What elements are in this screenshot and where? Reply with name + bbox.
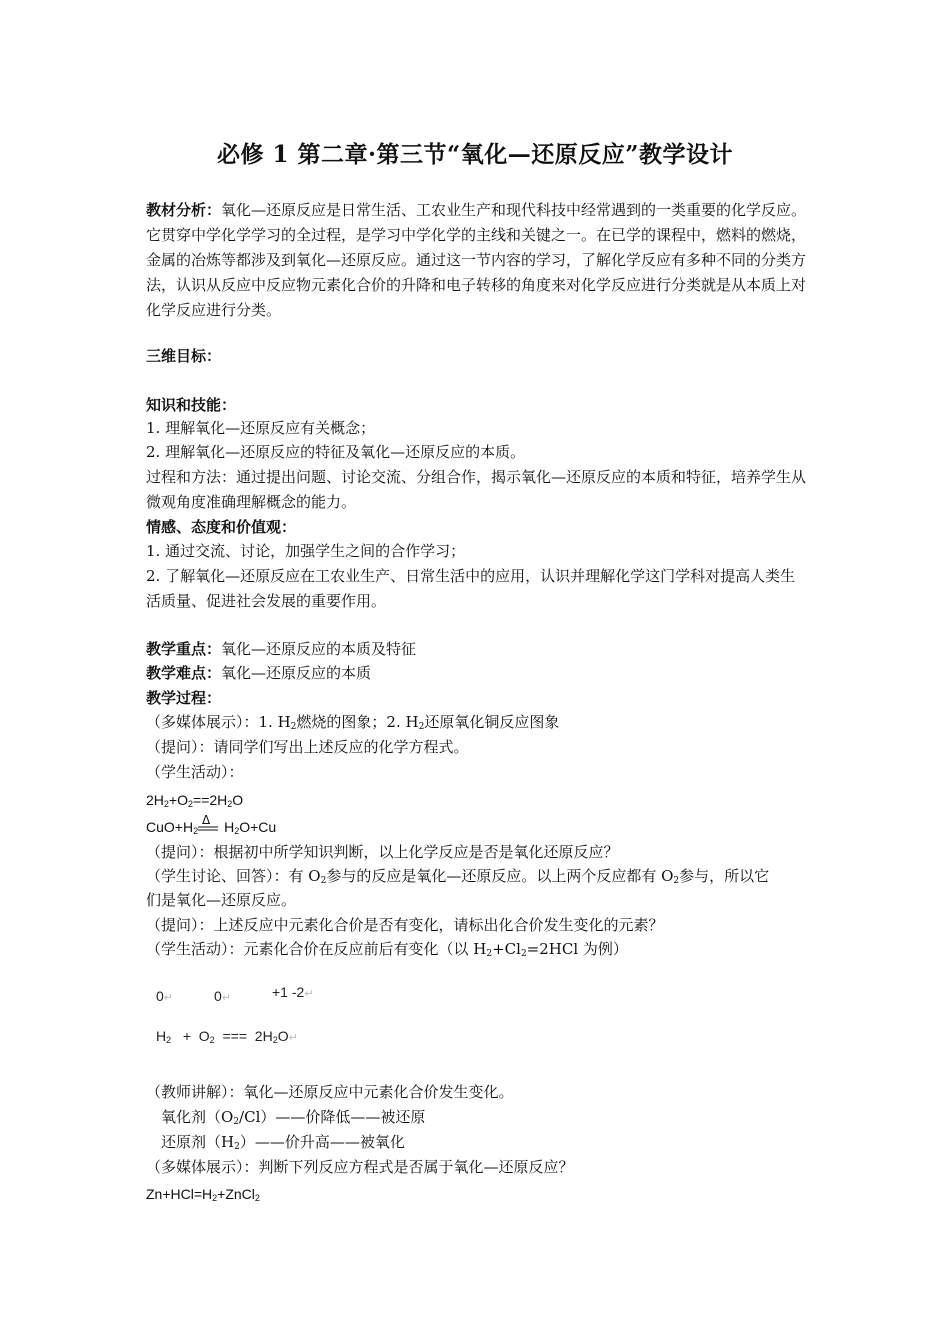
reductant-line: 还原剂$(H_2)——$价升高——被氧化	[161, 1133, 405, 1152]
valence-product: +1 -2↵	[272, 984, 314, 1000]
step-question-1: （提问）：请同学们写出上述反应的化学方程式。	[146, 738, 469, 756]
step-multimedia-1: （多媒体展示）：1. $H_2$燃烧的图象；2. $H_2$还原氧化铜反应图象	[146, 713, 560, 732]
knowledge-item-2: 2. 理解氧化—还原反应的特征及氧化—还原反应的本质。	[146, 443, 526, 461]
equation-zn-hcl: $Zn+HCl=H_2+ZnCl_2$	[146, 1186, 260, 1203]
step-student-2: （学生讨论、回答）：有 $O_2$参与的反应是氧化—还原反应。以上两个反应都有 $O_2$参与，所以它	[146, 867, 770, 886]
step-student-3: （学生活动）：元素化合价在反应前后有变化（以 $H_2+Cl_2=2HCl$ 为例）	[146, 940, 628, 959]
step-question-2: （提问）：根据初中所学知识判断，以上化学反应是否是氧化还原反应？	[146, 843, 619, 861]
key-point-label: 教学重点：	[146, 640, 222, 658]
valence-figure	[146, 978, 346, 1056]
svg-text:Δ: Δ	[202, 814, 211, 827]
step-student-2-cont: 们是氧化—还原反应。	[146, 891, 297, 909]
valence-o: 0↵	[214, 988, 232, 1004]
process-method-paragraph: 过程和方法：通过提出问题、讨论交流、分组合作，揭示氧化—还原反应的本质和特征，培养学生从微观角度准确理解概念的能力。	[146, 468, 807, 511]
equation-h2-o2: $2H_2+O_2==2H_2O$	[146, 792, 244, 809]
key-point-line	[146, 637, 826, 661]
analysis-label: 教材分析：	[146, 201, 222, 219]
emotion-heading: 情感、态度和价值观：	[146, 518, 297, 536]
key-point-text: 氧化—还原反应的本质及特征	[221, 640, 417, 658]
analysis-text: 氧化—还原反应是日常生活、工农业生产和现代科技中经常遇到的一类重要的化学反应。它贯穿中学化学学习的全过程，是学习中学化学的主线和关键之一。在已学的课程中，燃料的燃烧，金属的冶炼等都涉及到氧化—还原反应。通过这一节内容的学习，了解化学反应有多种不同的分类方法，认识从反应中反应物元素化合价的升降和电子转移的角度来对化学反应进行分类就是从本质上对化学反应进行分类。	[146, 201, 807, 319]
emotion-item-2: 2. 了解氧化—还原反应在工农业生产、日常生活中的应用，认识并理解化学这门学科对提高人类生活质量、促进社会发展的重要作用。	[146, 567, 796, 610]
valence-h: 0↵	[156, 988, 174, 1004]
knowledge-item-1: 1. 理解氧化—还原反应有关概念；	[146, 419, 376, 437]
figure-equation: $H_2$ + $O_2$ === $2H_2O↵$	[156, 1028, 298, 1045]
analysis-paragraph	[146, 198, 810, 323]
difficulty-label: 教学难点：	[146, 664, 222, 682]
difficulty-line	[146, 661, 826, 685]
equation-cuo-h2: $CuO+H_2$ $H_2O+Cu$	[146, 819, 277, 836]
process-heading: 教学过程：	[146, 689, 222, 707]
knowledge-heading: 知识和技能：	[146, 396, 237, 414]
step-teacher: （教师讲解）：氧化—还原反应中元素化合价发生变化。	[146, 1083, 514, 1101]
difficulty-text: 氧化—还原反应的本质	[221, 664, 372, 682]
goals-heading: 三维目标：	[146, 347, 222, 365]
emotion-item-1: 1. 通过交流、讨论，加强学生之间的合作学习；	[146, 542, 466, 560]
step-multimedia-2: （多媒体展示）：判断下列反应方程式是否属于氧化—还原反应？	[146, 1158, 574, 1176]
step-student-1: （学生活动）：	[146, 763, 244, 781]
heat-arrow-icon	[198, 814, 218, 832]
page-title: 必修 1 第二章·第三节“氧化—还原反应”教学设计	[217, 141, 733, 168]
oxidant-line: 氧化剂$(O_2/Cl)——$价降低——被还原	[161, 1108, 426, 1127]
step-question-3: （提问）：上述反应中元素化合价是否有变化，请标出化合价发生变化的元素？	[146, 916, 664, 934]
